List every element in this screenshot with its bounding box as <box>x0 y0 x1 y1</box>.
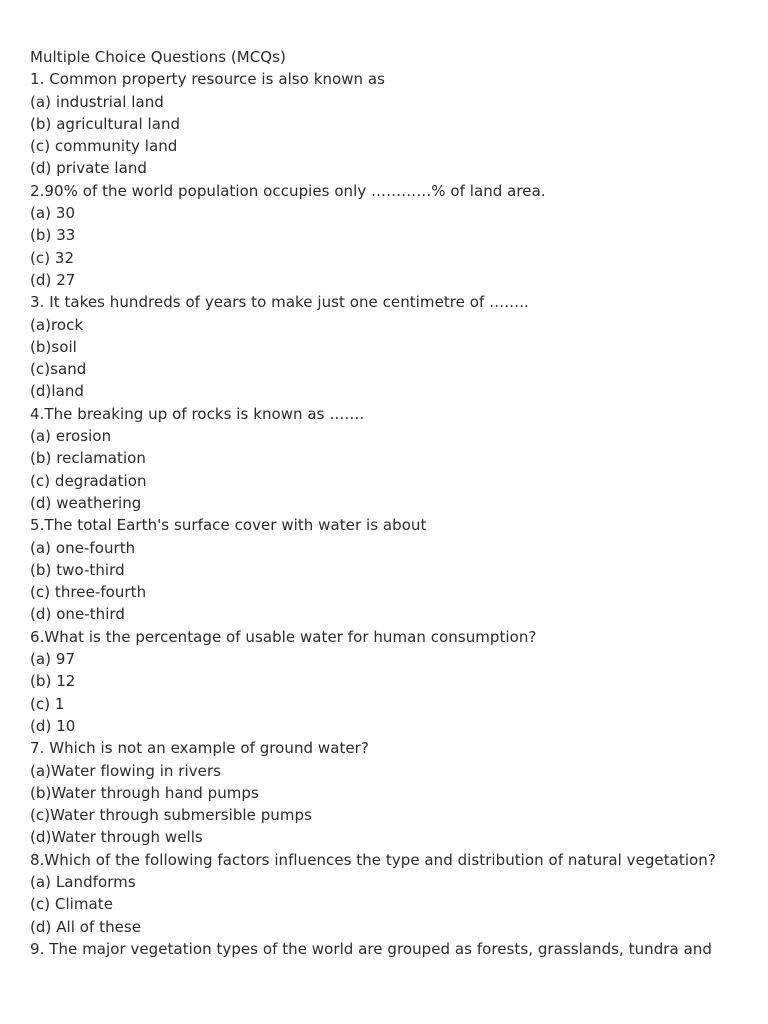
option-a: (a) one-fourth <box>30 538 136 557</box>
question-6 <box>30 626 750 737</box>
question-text: 6.What is the percentage of usable water for human consumption? <box>30 627 537 646</box>
option-c: (c) Climate <box>30 895 113 914</box>
option-a: (a) 30 <box>30 204 76 223</box>
option-a: (a) industrial land <box>30 92 164 111</box>
question-4 <box>30 403 750 514</box>
option-c: (c) degradation <box>30 471 147 490</box>
question-9 <box>30 938 750 960</box>
option-b: (b) 33 <box>30 226 76 245</box>
option-c: (c)sand <box>30 360 87 379</box>
option-c: (c) three-fourth <box>30 583 147 602</box>
question-text: 1. Common property resource is also known as <box>30 70 386 89</box>
option-b: (b)Water through hand pumps <box>30 783 259 802</box>
option-b: (b) 12 <box>30 672 76 691</box>
option-b: (b) reclamation <box>30 449 146 468</box>
question-text: 5.The total Earth's surface cover with water is about <box>30 516 427 535</box>
option-d: (d) weathering <box>30 493 142 512</box>
option-c: (c) community land <box>30 137 178 156</box>
document-heading: Multiple Choice Questions (MCQs) <box>30 48 286 66</box>
question-text: 3. It takes hundreds of years to make just one centimetre of …….. <box>30 293 529 312</box>
question-text: 9. The major vegetation types of the world are grouped as forests, grasslands, tundra and <box>30 939 712 958</box>
option-d: (d) 10 <box>30 716 76 735</box>
question-text: 2.90% of the world population occupies only …………% of land area. <box>30 181 546 200</box>
option-a: (a) 97 <box>30 650 76 669</box>
question-7 <box>30 737 750 848</box>
question-text: 7. Which is not an example of ground water? <box>30 739 369 758</box>
question-text: 4.The breaking up of rocks is known as ……. <box>30 404 365 423</box>
option-b: (b) two-third <box>30 560 125 579</box>
option-d: (d)land <box>30 382 84 401</box>
option-c: (c) 32 <box>30 248 75 267</box>
option-a: (a) Landforms <box>30 872 136 891</box>
question-2 <box>30 180 750 291</box>
option-c: (c) 1 <box>30 694 65 713</box>
option-c: (c)Water through submersible pumps <box>30 806 312 825</box>
option-a: (a) erosion <box>30 427 112 446</box>
document-page <box>30 46 750 960</box>
option-b: (b)soil <box>30 337 77 356</box>
question-8 <box>30 849 750 938</box>
option-a: (a)Water flowing in rivers <box>30 761 222 780</box>
question-text: 8.Which of the following factors influences the type and distribution of natural vegetation? <box>30 850 716 869</box>
option-b: (b) agricultural land <box>30 114 181 133</box>
option-d: (d) All of these <box>30 917 142 936</box>
option-a: (a)rock <box>30 315 84 334</box>
question-5 <box>30 514 750 625</box>
option-d: (d) 27 <box>30 270 76 289</box>
option-d: (d) private land <box>30 159 147 178</box>
question-3 <box>30 291 750 402</box>
question-1 <box>30 68 750 179</box>
option-d: (d)Water through wells <box>30 828 203 847</box>
option-d: (d) one-third <box>30 605 125 624</box>
